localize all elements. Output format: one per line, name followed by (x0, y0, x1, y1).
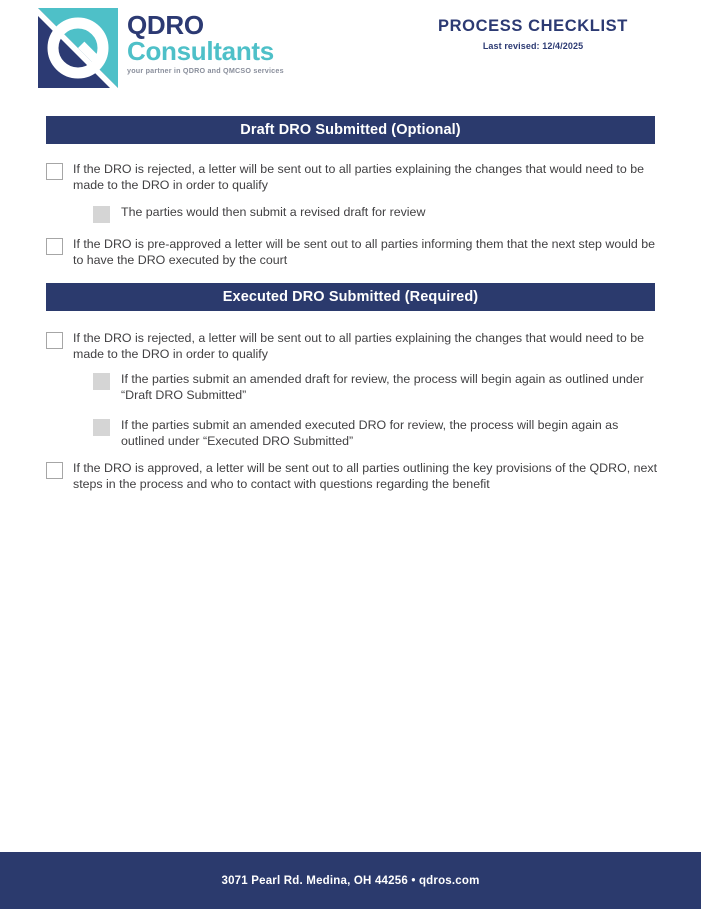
checkbox-icon[interactable] (46, 332, 63, 349)
checklist-subitem-label: The parties would then submit a revised draft for review (121, 205, 426, 219)
brand-wordmark (127, 8, 284, 76)
sub-marker-box-icon (93, 206, 110, 223)
brand-lockup (38, 8, 284, 88)
document-title-block (403, 16, 663, 51)
brand-tagline: your partner in QDRO and QMCSO services (127, 66, 284, 75)
checklist-item-label: If the DRO is rejected, a letter will be sent out to all parties explaining the changes that would need to be made to the DRO in order to qualify (73, 162, 644, 192)
checkbox-icon[interactable] (46, 238, 63, 255)
last-revised-date: Last revised: 12/4/2025 (482, 41, 584, 51)
section-header-executed-dro: Executed DRO Submitted (Required) (46, 283, 655, 311)
checklist-item[interactable] (46, 162, 658, 193)
checklist-item[interactable] (46, 461, 658, 492)
brand-name-qdro: QDRO (127, 10, 204, 40)
checklist-item-label: If the DRO is approved, a letter will be sent out to all parties outlining the key provisions of the QDRO, next steps in the process and who to contact with questions regarding the benefit (73, 461, 658, 491)
checklist-item[interactable] (46, 237, 658, 268)
checklist-subitem[interactable] (93, 205, 658, 223)
checklist-subitem-label: If the parties submit an amended executed DRO for review, the process will begin again as outlined under “Executed DRO Submitted” (121, 418, 619, 448)
checkbox-icon[interactable] (46, 163, 63, 180)
checklist-item-label: If the DRO is rejected, a letter will be sent out to all parties explaining the changes that would need to be made to the DRO in order to qualify (73, 331, 644, 361)
checklist-item-label: If the DRO is pre-approved a letter will be sent out to all parties informing them that the next step would be to have the DRO executed by the court (73, 237, 655, 267)
checklist-subitem-label: If the parties submit an amended draft for review, the process will begin again as outlined under “Draft DRO Submitted” (121, 372, 644, 402)
checklist-item[interactable] (46, 331, 658, 362)
sub-marker-box-icon (93, 419, 110, 436)
footer-contact-text: 3071 Pearl Rd. Medina, OH 44256 • qdros.com (221, 874, 480, 887)
checklist-subitem[interactable] (93, 418, 658, 449)
page-header (0, 0, 701, 105)
sub-marker-box-icon (93, 373, 110, 390)
page-title: PROCESS CHECKLIST (438, 17, 628, 35)
qdro-logo-mark-icon (38, 8, 118, 88)
section-header-draft-dro: Draft DRO Submitted (Optional) (46, 116, 655, 144)
brand-name-consultants: Consultants (127, 36, 274, 66)
page-footer (0, 852, 701, 909)
checklist-subitem[interactable] (93, 372, 658, 403)
checkbox-icon[interactable] (46, 462, 63, 479)
